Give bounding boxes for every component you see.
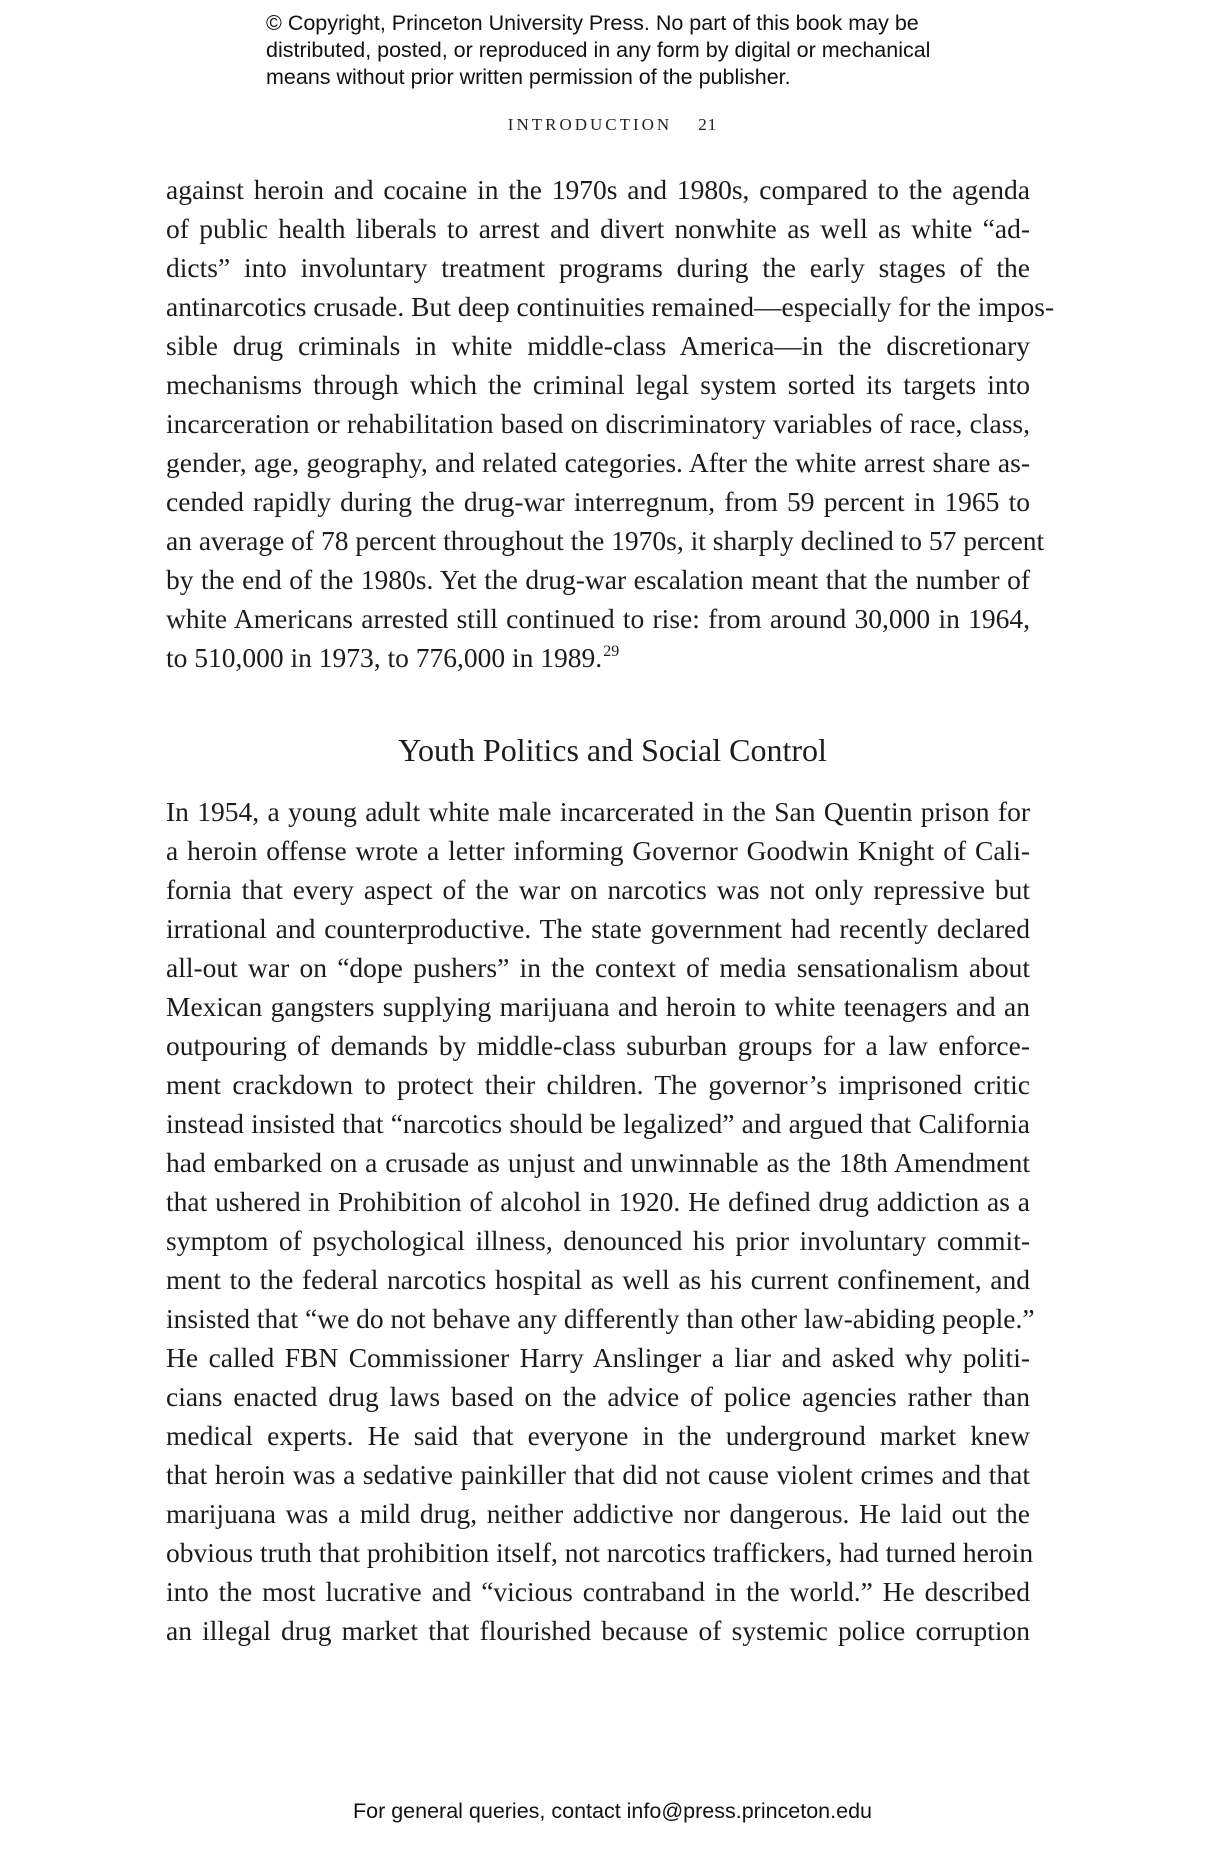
text-line: of public health liberals to arrest and divert nonwhite as well as white “ad- [166,213,1030,244]
text-line: dicts” into involuntary treatment programs during the early stages of the [166,252,1030,283]
text-line-last [166,638,1030,677]
text-line: cians enacted drug laws based on the advice of police agencies rather than [166,1381,1030,1412]
text-line: an average of 78 percent throughout the 1970s, it sharply declined to 57 percent [166,525,1045,556]
text-line: by the end of the 1980s. Yet the drug-war escalation meant that the number of [166,564,1030,595]
text-line: that heroin was a sedative painkiller that did not cause violent crimes and that [166,1459,1030,1490]
text-line: He called FBN Commissioner Harry Anslinger a liar and asked why politi- [166,1342,1030,1373]
footer-contact: For general queries, contact info@press.princeton.edu [352,1799,872,1823]
text-line: into the most lucrative and “vicious contraband in the world.” He described [166,1576,1030,1607]
text-line: a heroin offense wrote a letter informing Governor Goodwin Knight of Cali- [166,835,1030,866]
text-line: all-out war on “dope pushers” in the context of media sensationalism about [166,952,1030,983]
text-line: sible drug criminals in white middle-class America—in the discretionary [166,330,1030,361]
text-line: fornia that every aspect of the war on narcotics was not only repressive but [166,874,1030,905]
text-line: symptom of psychological illness, denounced his prior involuntary commit- [166,1225,1030,1256]
body-paragraph-2 [166,792,1035,1650]
text-line: insisted that “we do not behave any differently than other law-abiding people.” [166,1303,1035,1334]
text-line: incarceration or rehabilitation based on discriminatory variables of race, class, [166,408,1030,439]
text-line: mechanisms through which the criminal legal system sorted its targets into [166,369,1030,400]
body-paragraph-1 [166,170,1055,677]
copyright-line: © Copyright, Princeton University Press. No part of this book may be [266,11,919,35]
footnote-marker[interactable]: 29 [603,643,620,660]
copyright-notice [266,10,1026,91]
text-line: had embarked on a crusade as unjust and unwinnable as the 18th Amendment [166,1147,1030,1178]
text-line: gender, age, geography, and related categories. After the white arrest share as- [166,447,1030,478]
text-line: irrational and counterproductive. The state government had recently declared [166,913,1030,944]
text-line: cended rapidly during the drug-war interregnum, from 59 percent in 1965 to [166,486,1030,517]
text-line: that ushered in Prohibition of alcohol in 1920. He defined drug addiction as a [166,1186,1030,1217]
copyright-line: distributed, posted, or reproduced in any form by digital or mechanical [266,38,931,62]
text-line: ment crackdown to protect their children. The governor’s imprisoned critic [166,1069,1030,1100]
text-line: outpouring of demands by middle-class suburban groups for a law enforce- [166,1030,1030,1061]
text-line: instead insisted that “narcotics should be legalized” and argued that California [166,1108,1030,1139]
text-line: an illegal drug market that flourished because of systemic police corruption [166,1615,1030,1646]
section-heading: Youth Politics and Social Control [398,732,827,768]
text-line-content: to 510,000 in 1973, to 776,000 in 1989. [166,642,603,673]
text-line: antinarcotics crusade. But deep continuities remained—especially for the impos- [166,291,1055,322]
chapter-title: INTRODUCTION [507,115,673,134]
running-head [0,115,1225,135]
text-line: against heroin and cocaine in the 1970s and 1980s, compared to the agenda [166,174,1030,205]
text-line: medical experts. He said that everyone in the underground market knew [166,1420,1030,1451]
text-line: In 1954, a young adult white male incarcerated in the San Quentin prison for [166,796,1030,827]
copyright-line: means without prior written permission of the publisher. [266,65,791,89]
text-line: Mexican gangsters supplying marijuana and heroin to white teenagers and an [166,991,1030,1022]
page-number: 21 [698,115,718,134]
text-line: marijuana was a mild drug, neither addictive nor dangerous. He laid out the [166,1498,1030,1529]
text-line: white Americans arrested still continued to rise: from around 30,000 in 1964, [166,603,1030,634]
text-line: obvious truth that prohibition itself, not narcotics traffickers, had turned heroin [166,1537,1034,1568]
text-line: ment to the federal narcotics hospital as well as his current confinement, and [166,1264,1030,1295]
